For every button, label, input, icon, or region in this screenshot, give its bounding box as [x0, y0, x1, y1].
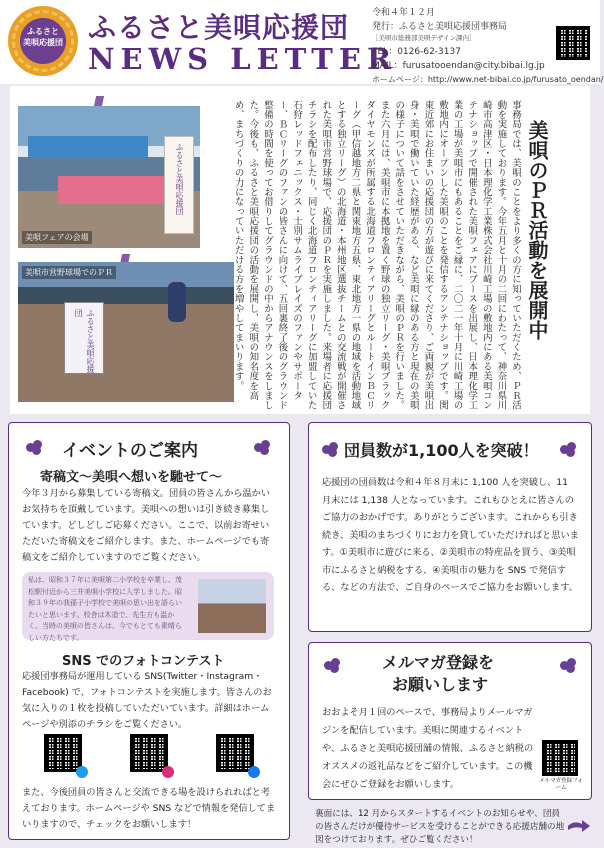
grape-icon [322, 442, 338, 456]
kikoubun-photo [198, 579, 266, 633]
photo-contest-subtitle: SNS でのフォトコンテスト [62, 654, 225, 669]
header [0, 0, 604, 84]
grape-icon [560, 442, 576, 456]
article-headline: 美唄のＰＲ活動を展開中 [525, 120, 549, 340]
homepage-link[interactable]: ホームページ：http://www.net-bibai.co.jp/furusato_oendan/ [372, 75, 604, 84]
kikoubun-text: 今年３月から募集している寄稿文。団員の皆さんから温かいお気持ちを頂戴しています。美唄への想いは引き続き募集しています。どしどしご応募ください。ここで、以前お寄せいただいた寄稿文をご紹介します。また、ホームページでも寄稿文をご紹介していますのでご覧ください。 [22, 488, 271, 563]
facebook-icon [216, 734, 256, 774]
instagram-icon [130, 734, 170, 774]
grape-icon [560, 658, 576, 672]
publisher: 発行：ふるさと美唄応援団事務局 [372, 22, 508, 32]
tent-shape [28, 136, 148, 158]
photo-baseball-pr [18, 262, 234, 402]
twitter-badge [76, 766, 88, 778]
logo-line1: ふるさと [27, 27, 59, 36]
mailmag-title-1: メルマガ登録を [382, 653, 495, 672]
back-page-note: 裏面には、12 月からスタートするイベントのお知らせや、団員の皆さんだけが優待サービスを受けることができる応援店舗の地図をつけております。ぜひご覧ください！ [315, 809, 565, 845]
kikoubun-subtitle: 寄稿文〜美唄へ想いを馳せて〜 [40, 470, 223, 485]
arrow-icon [566, 818, 592, 834]
photo1-caption: 美唄フェアの会場 [22, 231, 92, 244]
twitter-icon [44, 734, 84, 774]
grape-icon [26, 440, 42, 454]
poster-text: ふるさと美唄応援団 [74, 309, 95, 373]
members-title: 団員数が1,100人を突破！ [344, 441, 539, 460]
homepage-qr-code [556, 26, 590, 60]
player-figure [168, 282, 186, 322]
banner-shape [164, 136, 194, 234]
issue-date: 令和４年１２月 [372, 8, 436, 18]
exchange-text: また、今後団員の皆さんと交流できる場を設けられればと考えております。ホームページや SNS などで情報を発信してまいりますので、チェックをお願いします！ [22, 787, 276, 830]
banner-text: ふるさと美唄応援団 [175, 143, 184, 215]
logo [8, 6, 78, 76]
instagram-badge [162, 766, 174, 778]
article-body: 事務局では、美唄のことをより多くの方に知っていただくため、ＰＲ活動を実施しております。今年五月と十月の二回にわたって、神奈川県川崎市高津区・日本理化学工業株式会社川崎工場の敷地内にある美唄コンテナショップで開催された美唄フェアにブースを出展し、日本理化学工業の工場が美唄市にもあることをご縁に、二〇二一年十月に川崎工場の敷地内にオープンした美唄のことを発信するアンテナショップです。関東近郊にお住まいの応援団の方が遊びに来てくださり、ご両親が美唄出身・美唄で働いていた経歴がある、など美唄に縁のある方と現在の美唄の様子について話をさせていただきながら、美唄のＰＲを行いました。また六月には、美唄市に本拠地を置く野球の独立リーグ・美唄ブラックダイヤモンズが所属する北海道フロンティアリーグとルートインＢＣリーグ（甲信越地方二県と関東地方五県、東北地方一県の地域を活動地域とする独立リーグ）の北海道・本州地区選抜チームとの交流戦が開催された美唄市営野球場で、応援団のＰＲを実施しました。来場者に応援団チラシを配布したり、同じく北海道フロンティアリーグに加盟していた石狩レッドフェニックス・士別サムライブレイズのファンやサポーター、ＢＣリーグのファンの皆さんに向けて、五回裏終了後のグラウンド整備の時間を使ってお借りしてグラウンドの中からアナウンスをしました。今後も、ふるさと美唄応援団の活動を展開し、美唄の知名度を高め、まちづくりの力になっていただける方を増やしてまいります。 [232, 100, 521, 411]
facebook-badge [248, 766, 260, 778]
poster-shape [64, 302, 104, 374]
mailmag-qr-label: メルマガ登録フォーム [539, 778, 583, 791]
members-text: 応援団の団員数は令和４年８月末に 1,100 人を突破し、11 月末には 1,138 人となっています。これもひとえに皆さんのご協力のおかげです。ありがとうございます。これからも引き続き、美唄のまちづくりにお力を貸していただければと思います。①美唄市に遊びに来る、②美唄市の特産品を買う、③美唄市にふるさと納税をする、④美唄市の魅力を SNS で発信する、などの方法で、ご自身のペースでご協力をお願いします。 [322, 477, 579, 593]
table-shape [58, 176, 178, 204]
photo2-caption: 美唄市営野球場でのＰＲ [22, 266, 116, 279]
event-title: イベントのご案内 [62, 441, 198, 461]
newsletter-subtitle: NEWS LETTER [88, 42, 398, 76]
grape-icon [324, 658, 340, 672]
newsletter-title: ふるさと美唄応援団 [88, 11, 350, 44]
kikoubun-sample-text: 私は、昭和３７年に美唄第二小学校を卒業し、茂松駅付近から三井美唄小学校に入学しました。昭和３９年の我孫子小学校で美唄の思い出を語らいたいと思います。校舎は木造で、先生方も温かく、当時の美唄の皆さんは、今でもとても素晴らしい方たちです。 [28, 576, 182, 642]
mailmag-title-2: お願いします [392, 675, 489, 694]
photo-fair-venue [18, 106, 200, 248]
photo-contest-text: 応援団事務局が運用している SNS(Twitter・Instagram・Facebook) で、フォトコンテストを実施します。皆さんのお気に入りの１枚を投稿していただいています。詳細はホームページや別添のチラシをご覧ください。 [22, 671, 272, 730]
tel: TEL：0126-62-3137 [372, 47, 461, 57]
mail-link[interactable]: MAIL：furusatooendan@city.bibai.lg.jp [372, 61, 545, 71]
mailmag-text: おおよそ月１回のペースで、事務局よりメールマガジンを配信しています。美唄に関連するイベントや、ふるさと美唄応援団舗の情報、ふるさと納税のオススメの返礼品などをご紹介しています。この機会にぜひご登録をお願いします。 [322, 707, 534, 790]
publisher-sub: ［美唄市総務部美唄デザイン課内］ [372, 34, 476, 42]
grape-icon [254, 440, 270, 454]
mailmag-qr-code[interactable] [542, 740, 578, 776]
logo-line2: 美唄応援団 [23, 38, 63, 47]
